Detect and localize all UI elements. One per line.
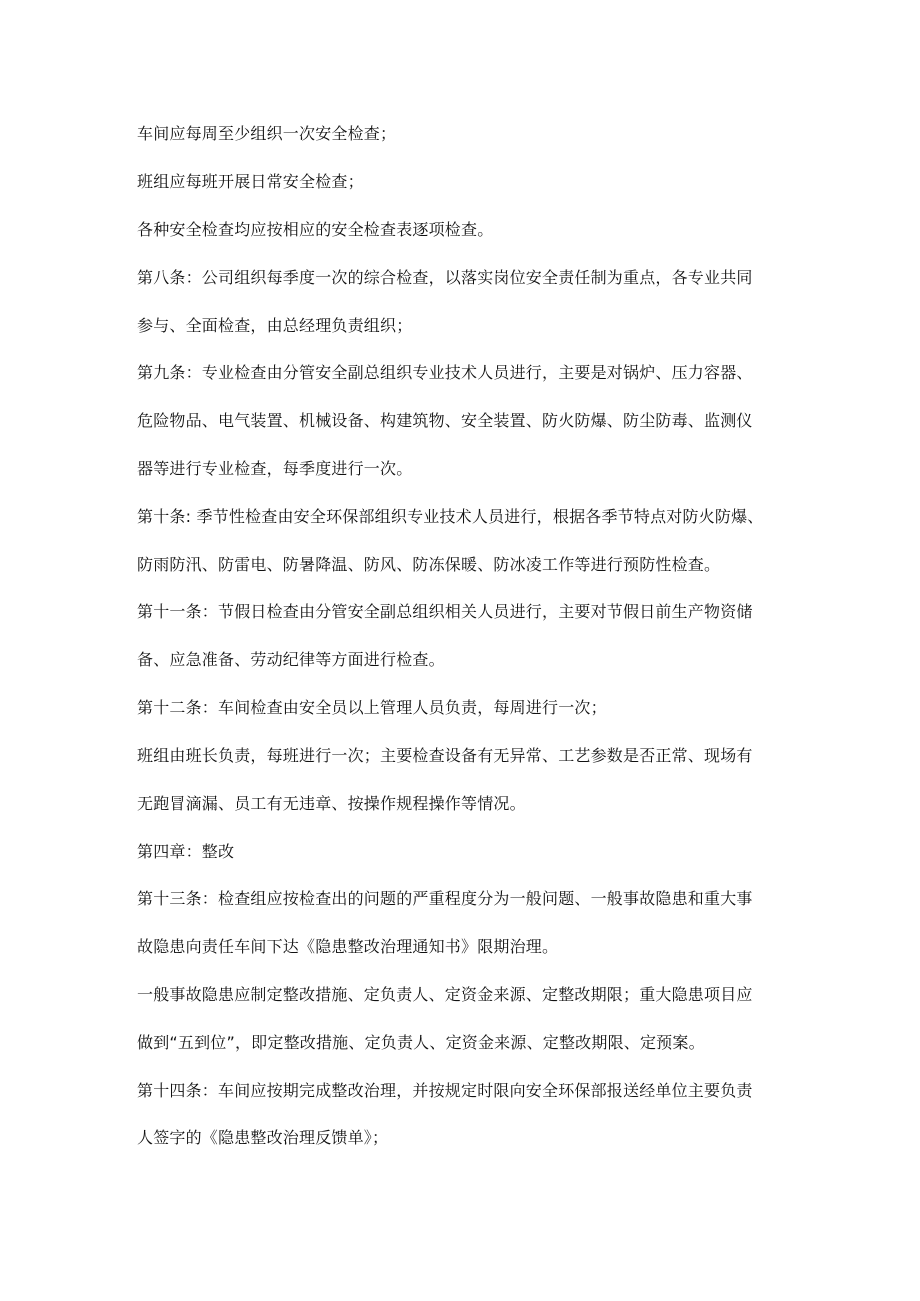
text-line: 无跑冒滴漏、员工有无违章、按操作规程操作等情况。 [137, 794, 526, 813]
text-line: 各种安全检查均应按相应的安全检查表逐项检查。 [137, 220, 494, 239]
text-line: 车间应每周至少组织一次安全检查； [137, 124, 397, 143]
text-line: 器等进行专业检查，每季度进行一次。 [137, 459, 413, 478]
text-line: 第十三条：检查组应按检查出的问题的严重程度分为一般问题、一般事故隐患和重大事 [137, 889, 753, 908]
text-line: 参与、全面检查，由总经理负责组织； [137, 316, 413, 335]
text-line: 第十二条：车间检查由安全员以上管理人员负责，每周进行一次； [137, 698, 607, 717]
text-line: 第九条：专业检查由分管安全副总组织专业技术人员进行，主要是对锅炉、压力容器、 [137, 363, 753, 382]
text-line: 做到“五到位”，即定整改措施、定负责人、定资金来源、定整改期限、定预案。 [137, 1033, 705, 1052]
text-line: 第十条: 季节性检查由安全环保部组织专业技术人员进行，根据各季节特点对防火防爆、 [137, 507, 764, 526]
text-line: 人签字的《隐患整改治理反馈单》； [137, 1128, 389, 1147]
text-line: 故隐患向责任车间下达《隐患整改治理通知书》限期治理。 [137, 937, 559, 956]
text-line: 班组应每班开展日常安全检查； [137, 172, 364, 191]
text-line: 备、应急准备、劳动纪律等方面进行检查。 [137, 650, 445, 669]
text-line: 一般事故隐患应制定整改措施、定负责人、定资金来源、定整改期限；重大隐患项目应 [137, 985, 753, 1004]
text-line: 危险物品、电气装置、机械设备、构建筑物、安全装置、防火防爆、防尘防毒、监测仪 [137, 411, 753, 430]
text-line: 班组由班长负责，每班进行一次；主要检查设备有无异常、工艺参数是否正常、现场有 [137, 746, 753, 765]
text-line: 第八条：公司组织每季度一次的综合检查，以落实岗位安全责任制为重点，各专业共同 [137, 268, 753, 287]
text-line: 第十四条：车间应按期完成整改治理，并按规定时限向安全环保部报送经单位主要负责 [137, 1081, 753, 1100]
text-line: 防雨防汛、防雷电、防暑降温、防风、防冻保暖、防冰凌工作等进行预防性检查。 [137, 555, 721, 574]
chapter-heading: 第四章：整改 [137, 842, 235, 861]
text-line: 第十一条：节假日检查由分管安全副总组织相关人员进行，主要对节假日前生产物资储 [137, 602, 753, 621]
